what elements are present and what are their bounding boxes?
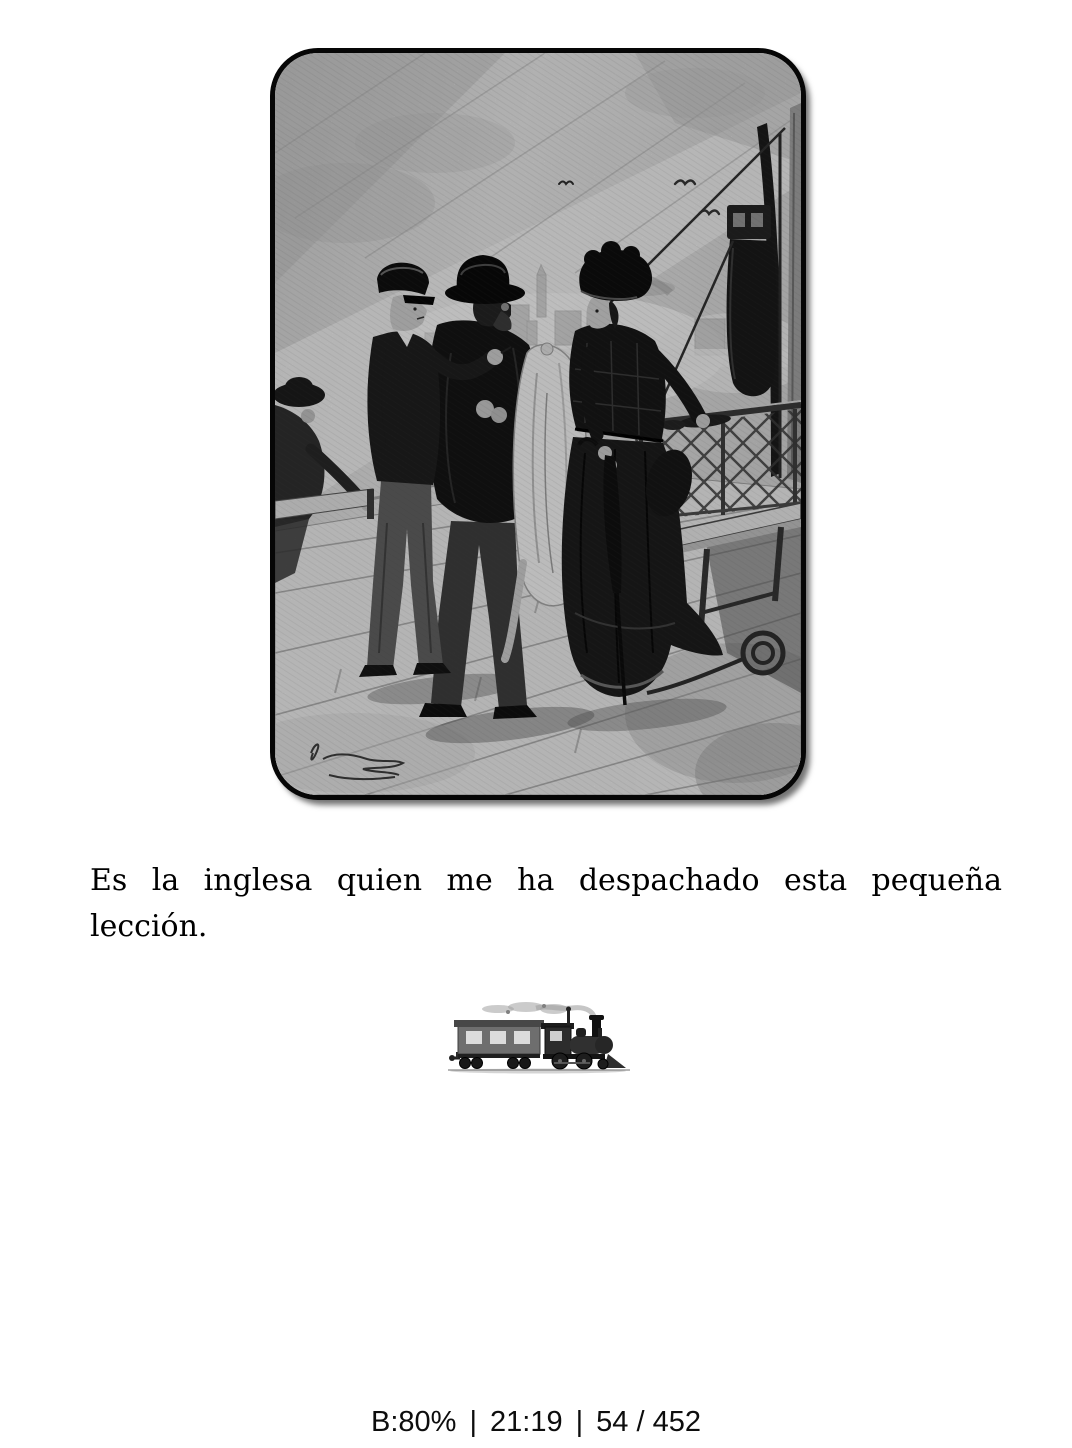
- locomotive: [541, 1007, 626, 1070]
- separator: |: [575, 1406, 584, 1438]
- separator: |: [469, 1406, 478, 1438]
- train-smoke: [482, 1002, 594, 1022]
- passenger-coach: [449, 1020, 544, 1069]
- engraving-texture: [275, 53, 801, 795]
- status-bar: [0, 1406, 1072, 1439]
- train-icon: [448, 1000, 630, 1074]
- engraving-ship-deck-scene: [275, 53, 801, 795]
- battery-status: B:80%: [371, 1406, 457, 1438]
- caption-text: Es la inglesa quien me ha despachado esta pequeña lección.: [90, 863, 1002, 944]
- book-illustration: [270, 48, 806, 800]
- clock: 21:19: [490, 1406, 563, 1438]
- train-ornament: [448, 1000, 630, 1074]
- page-progress: 54 / 452: [596, 1406, 701, 1438]
